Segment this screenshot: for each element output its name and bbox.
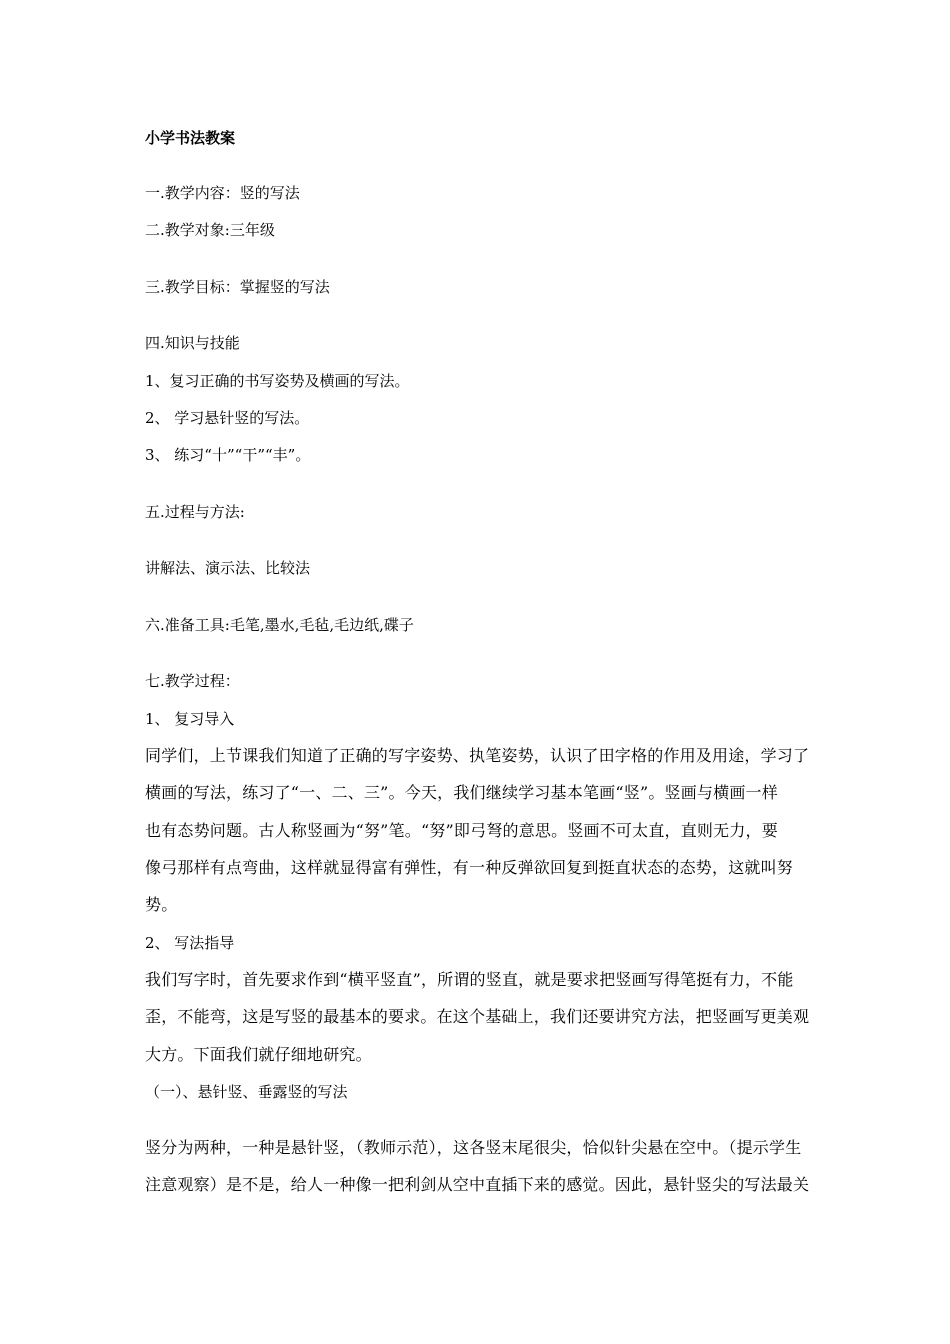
section-tools: 六.准备工具:毛笔,墨水,毛毡,毛边纸,碟子 xyxy=(145,616,414,634)
document-title: 小学书法教案 xyxy=(145,129,236,147)
paragraph-line: 注意观察）是不是，给人一种像一把利剑从空中直插下来的感觉。因此，悬针竖尖的写法最关 xyxy=(145,1175,810,1194)
section-knowledge-skills: 四.知识与技能 xyxy=(145,334,240,352)
paragraph-line: 歪，不能弯，这是写竖的最基本的要求。在这个基础上，我们还要讲究方法，把竖画写更美观 xyxy=(145,1007,810,1026)
skill-item-1: 1、复习正确的书写姿势及横画的写法。 xyxy=(145,372,410,390)
paragraph-line: 大方。下面我们就仔细地研究。 xyxy=(145,1045,372,1064)
skill-item-2: 2、 学习悬针竖的写法。 xyxy=(145,409,310,427)
section-teaching-process: 七.教学过程： xyxy=(145,672,240,690)
section-process-methods: 五.过程与方法: xyxy=(145,503,245,521)
paragraph-line: 竖分为两种，一种是悬针竖，（教师示范），这各竖末尾很尖，恰似针尖悬在空中。（提示学生 xyxy=(145,1138,802,1157)
methods-text: 讲解法、演示法、比较法 xyxy=(145,559,311,577)
paragraph-line: 我们写字时，首先要求作到“横平竖直”，所谓的竖直，就是要求把竖画写得笔挺有力，不能 xyxy=(145,970,794,989)
step-writing-guide: 2、 写法指导 xyxy=(145,934,235,952)
paragraph-line: 同学们，上节课我们知道了正确的写字姿势、执笔姿势，认识了田字格的作用及用途，学习了 xyxy=(145,746,810,765)
paragraph-line: 像弓那样有点弯曲，这样就显得富有弹性，有一种反弹欲回复到挺直状态的态势，这就叫努 xyxy=(145,858,794,877)
paragraph-line: 势。 xyxy=(145,895,178,914)
section-teaching-target: 二.教学对象:三年级 xyxy=(145,221,275,239)
section-teaching-goal: 三.教学目标：掌握竖的写法 xyxy=(145,278,330,296)
section-teaching-content: 一.教学内容：竖的写法 xyxy=(145,184,300,202)
skill-item-3: 3、 练习“十”“干”“丰”。 xyxy=(145,446,311,464)
subsection-xuanzhen-chuilu: （一）、悬针竖、垂露竖的写法 xyxy=(145,1083,348,1101)
paragraph-line: 横画的写法，练习了“一、二、三”。今天，我们继续学习基本笔画“竖”。竖画与横画一样 xyxy=(145,783,778,802)
step-review-intro: 1、 复习导入 xyxy=(145,710,235,728)
paragraph-line: 也有态势问题。古人称竖画为“努”笔。“努”即弓弩的意思。竖画不可太直，直则无力，要 xyxy=(145,821,778,840)
